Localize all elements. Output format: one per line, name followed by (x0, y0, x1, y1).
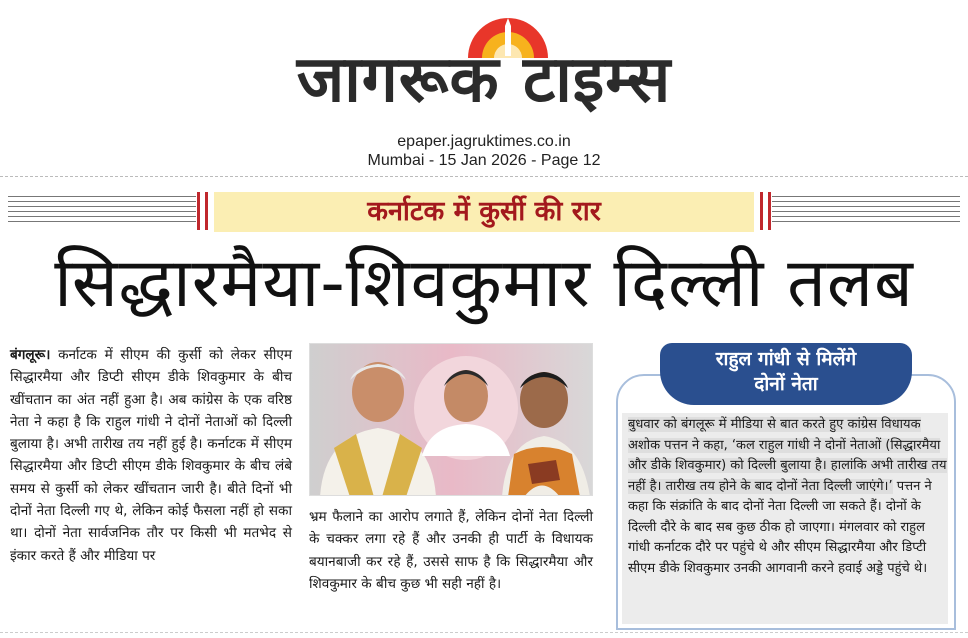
sidebar-title-line-2: दोनों नेता (754, 373, 818, 395)
kicker-stripes-left (8, 196, 196, 226)
article-headline: सिद्धारमैया-शिवकुमार दिल्ली तलब (54, 244, 914, 323)
article-photo (309, 343, 593, 496)
leaders-photo-illustration (310, 344, 593, 496)
sidebar-quote: बुधवार को बंगलूरू में मीडिया से बात करते हुए कांग्रेस विधायक अशोक पत्तन ने कहा, ‘कल राहुल गांधी ने दोनों नेताओं (सिद्धारमैया और डीके शिवकुमार) को दिल्ली बुलाया है। हालांकि अभी तारीख तय नहीं है। तारीख तय होने के बाद दोनों नेता दिल्ली जाएंगे।’ (628, 417, 947, 494)
page-bottom-divider (0, 632, 968, 633)
masthead-divider (0, 176, 968, 177)
article-column-1-text: कर्नाटक में सीएम की कुर्सी को लेकर सीएम सिद्धारमैया और डिप्टी सीएम डीके शिवकुमार के बीच खींचतान का अंत नहीं हुआ है। अब कांग्रेस के एक वरिष्ठ नेता ने कहा है कि राहुल गांधी ने दोनों नेताओं को दिल्ली बुलाया है। अभी तारीख तय नहीं हुई है। कर्नाटक में सीएम सिद्धारमैया और डिप्टी सीएम डीके शिवकुमार के बीच लंबे समय से कुर्सी को लेकर खींचतान जारी है। बीते दिनों भी दोनों नेता दिल्ली गए थे, लेकिन कोई फैसला नहीं हो सका था। दोनों नेता सार्वजनिक तौर पर किसी भी मतभेद से इंकार करते हैं और मीडिया पर (10, 347, 292, 564)
newspaper-logo-text: जागरूक टाइम्स (296, 43, 672, 117)
article-column-2: भ्रम फैलाने का आरोप लगाते हैं, लेकिन दोनों नेता दिल्ली के चक्कर लगा रहे हैं और उनकी ही पार्टी के विधायक बयानबाजी कर रहे हैं, उससे साफ है कि सिद्धारमैया और शिवकुमार के बीच कुछ भी सही नहीं है। (309, 509, 593, 592)
sidebar-text (628, 415, 948, 579)
article-dateline: बंगलूरू। (10, 347, 51, 363)
sidebar-title-line-1: राहुल गांधी से मिलेंगे (715, 348, 857, 370)
sidebar-title (660, 347, 912, 397)
epaper-url[interactable]: epaper.jagruktimes.co.in (397, 133, 571, 150)
article-column-1 (10, 344, 292, 567)
masthead (0, 0, 968, 178)
kicker-red-bar (205, 192, 208, 230)
kicker-red-bar (197, 192, 200, 230)
kicker-stripes-right (772, 196, 960, 226)
edition-date-page: Mumbai - 15 Jan 2026 - Page 12 (367, 152, 601, 169)
kicker-red-bar (768, 192, 771, 230)
article-kicker: कर्नाटक में कुर्सी की रार (367, 196, 601, 227)
sidebar-rest-text: पत्तन ने कहा कि संक्रांति के बाद दोनों नेता दिल्ली जा सकते हैं। दोनों के दिल्ली दौरे के बाद सब कुछ ठीक हो जाएगा। मंगलवार को राहुल गांधी कर्नाटक दौरे पर पहुंचे थे और सीएम सिद्धारमैया और डिप्टी सीएम डीके शिवकुमार उनकी आगवानी करने हवाई अड्डे पहुंचे थे। (628, 478, 932, 576)
kicker-red-bar (760, 192, 763, 230)
